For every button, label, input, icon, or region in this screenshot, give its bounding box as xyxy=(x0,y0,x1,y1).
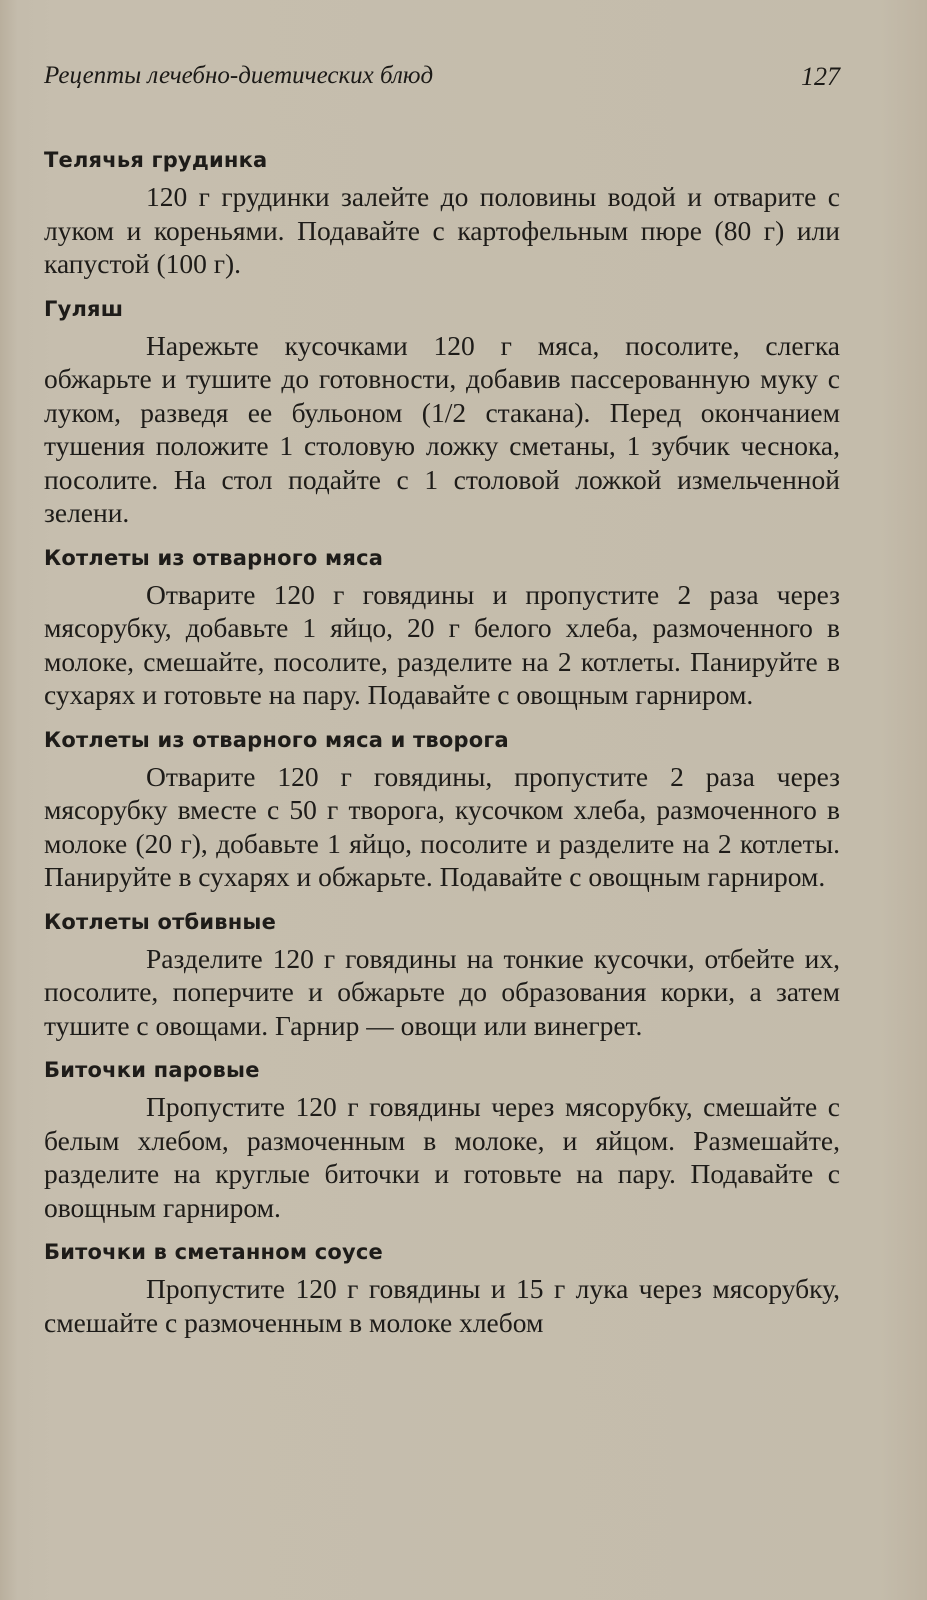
recipe-chops xyxy=(44,908,840,1043)
recipe-list xyxy=(44,146,840,1353)
recipe-title: Гуляш xyxy=(44,296,124,321)
recipe-title: Котлеты из отварного мяса и творога xyxy=(44,727,509,752)
page-number: 127 xyxy=(801,62,840,91)
recipe-steamed-patties xyxy=(44,1056,840,1224)
recipe-goulash xyxy=(44,295,840,530)
recipe-title: Котлеты из отварного мяса xyxy=(44,545,384,570)
running-title: Рецепты лечебно-диетических блюд xyxy=(44,62,434,89)
recipe-title: Котлеты отбивные xyxy=(44,909,277,934)
recipe-text: Отварите 120 г говядины, пропустите 2 раза через мясорубку вместе с 50 г творога, кусочком хлеба, размоченного в молоке (20 г), добавьте 1 яйцо, посолите и разделите на 2 котлеты. Панируйте в сухарях и обжарьте. Подавайте с овощным гарниром. xyxy=(44,760,840,892)
recipe-text: Пропустите 120 г говядины и 15 г лука через мясорубку, смешайте с размоченным в молоке хлебом xyxy=(44,1273,840,1338)
recipe-patties-sour-cream-sauce xyxy=(44,1238,840,1339)
recipe-text: 120 г грудинки залейте до половины водой и отварите с луком и кореньями. Подавайте с картофельным пюре (80 г) или капустой (100 г). xyxy=(44,181,840,279)
recipe-text: Нарежьте кусочками 120 г мяса, посолите, слегка обжарьте и тушите до готовности, добавив пассерованную муку с луком, разведя ее бульоном (1/2 стакана). Перед окончанием тушения положите 1 столовую ложку сметаны, 1 зубчик чеснока, посолите. На стол подайте с 1 столовой ложкой измельченной зелени. xyxy=(44,329,840,528)
recipe-text: Разделите 120 г говядины на тонкие кусочки, отбейте их, посолите, поперчите и обжарьте до образования корки, а затем тушите с овощами. Гарнир — овощи или винегрет. xyxy=(44,942,840,1041)
recipe-veal-brisket xyxy=(44,146,840,281)
recipe-boiled-meat-cutlets xyxy=(44,544,840,712)
recipe-title: Телячья грудинка xyxy=(44,148,268,172)
recipe-title: Биточки в сметанном соусе xyxy=(44,1240,383,1264)
running-head xyxy=(44,62,840,98)
recipe-text: Отварите 120 г говядины и пропустите 2 раза через мясорубку, добавьте 1 яйцо, 20 г белого хлеба, размоченного в молоке, смешайте, посолите, разделите на 2 котлеты. Панируйте в сухарях и готовьте на пару. Подавайте с овощным гарниром. xyxy=(44,578,840,710)
recipe-title: Биточки паровые xyxy=(44,1058,260,1082)
recipe-text: Пропустите 120 г говядины через мясорубку, смешайте с белым хлебом, размоченным в молоке, и яйцом. Размешайте, разделите на круглые биточки и готовьте на пару. Подавайте с овощным гарниром. xyxy=(44,1091,840,1223)
recipe-meat-cottage-cheese-cutlets xyxy=(44,726,840,894)
